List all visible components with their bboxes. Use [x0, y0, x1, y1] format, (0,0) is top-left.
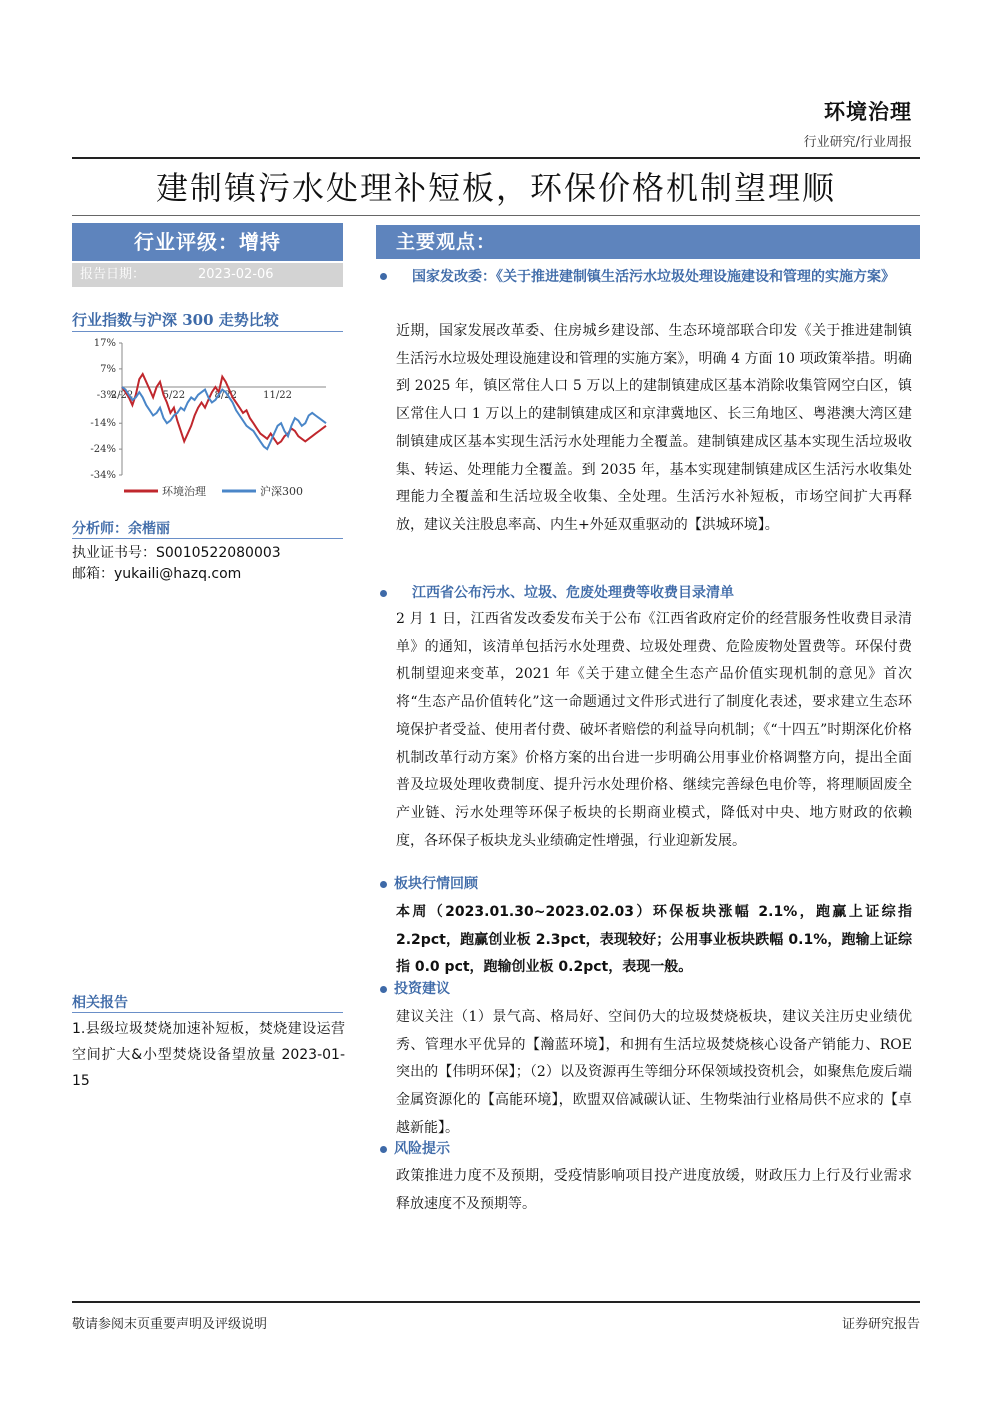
- section-text-investment: 建议关注（1）景气高、格局好、空间仍大的垃圾焚烧板块，建议关注历史业绩优秀、管理水平优异的【瀚蓝环境】，和拥有生活垃圾焚烧核心设备产销能力、ROE 突出的【伟明环保】；（2）以及资源再生等细分环保领域投资机会，如聚焦危废后端金属资源化的【高能环境】，欧盟双倍减碳认证、生物柴油行业格局供不应求的【卓越新能】。: [396, 1009, 912, 1136]
- section-title-jiangxi: 江西省公布污水、垃圾、危废处理费等收费目录清单: [412, 585, 734, 601]
- section-text-risk: 政策推进力度不及预期，受疫情影响项目投产进度放缓，财政压力上行及行业需求释放速度不及预期等。: [396, 1168, 912, 1212]
- series-line-1: [122, 374, 326, 444]
- related-report-item[interactable]: 1.县级垃圾焚烧加速补短板，焚烧建设运营空间扩大&小型焚烧设备望放量 2023-01-15: [72, 1021, 345, 1089]
- y-tick-label: 17%: [93, 338, 116, 349]
- license-number: 执业证书号：S0010522080003: [72, 545, 281, 561]
- legend-label: 沪深300: [260, 485, 303, 498]
- main-points-header: [376, 225, 920, 259]
- section-text-jiangxi: 2 月 1 日，江西省发改委发布关于公布《江西省政府定价的经营服务性收费目录清单》的通知，该清单包括污水处理费、垃圾处理费、危险废物处置费等。环保付费机制望迎来变革，2021 年《关于建立健全生态产品价值实现机制的意见》首次将“生态产品价值转化”这一命题通过文件形式进行了制度化表述，要求建立生态环境保护者受益、使用者付费、破坏者赔偿的利益导向机制；《“十四五”时期深化价格机制改革行动方案》价格方案的出台进一步明确公用事业价格调整方向，提出全面普及垃圾处理收费制度、提升污水处理价格、继续完善绿色电价等，将理顺固废全产业链、污水处理等环保子板块的长期商业模式，降低对中央、地方财政的依赖度，各环保子板块龙头业绩确定性增强，行业迎新发展。: [396, 611, 912, 849]
- related-reports-label: 相关报告: [72, 995, 128, 1011]
- bullet-icon: [380, 881, 387, 888]
- bullet-icon: [380, 986, 387, 993]
- footer-report-type: 证券研究报告: [841, 1317, 920, 1332]
- related-divider: [72, 1012, 343, 1013]
- y-tick-label: -34%: [90, 470, 116, 481]
- analyst-label: 分析师：余楷丽: [72, 521, 170, 537]
- section-text-market-review: 本周（2023.01.30~2023.02.03）环保板块涨幅 2.1%，跑赢上证综指 2.2pct，跑赢创业板 2.3pct，表现较好；公用事业板块跌幅 0.1%，跑输上证综指 0.0 pct，跑输创业板 0.2pct，表现一般。: [396, 904, 912, 976]
- x-tick-label: 11/22: [263, 390, 293, 401]
- report-date-label: 报告日期：: [80, 267, 146, 282]
- report-date-value: 2023-02-06: [198, 267, 274, 282]
- sector-title: 环境治理: [824, 99, 912, 124]
- legend-label: 环境治理: [162, 485, 206, 498]
- x-tick-label: 2/22: [110, 390, 134, 401]
- index-comparison-chart: [72, 335, 343, 505]
- report-date-box: [72, 263, 343, 287]
- main-points-label: 主要观点：: [396, 231, 497, 253]
- section-text-ndrc: 近期，国家发展改革委、住房城乡建设部、生态环境部联合印发《关于推进建制镇生活污水垃圾处理设施建设和管理的实施方案》，明确 4 方面 10 项政策举措。明确到 2025 年，镇区常住人口 5 万以上的建制镇建成区基本消除收集管网空白区，镇区常住人口 1 万以上的建制镇建成区和京津冀地区、长三角地区、粤港澳大湾区建制镇建成区基本实现生活污水处理能力全覆盖。建制镇建成区基本实现生活垃圾收集、转运、处理能力全覆盖。到 2035 年，基本实现建制镇建成区生活污水收集处理能力全覆盖和生活垃圾全收集、全处理。生活污水补短板，市场空间扩大再释放，建议关注股息率高、内生+外延双重驱动的【洪城环境】。: [396, 323, 912, 533]
- footer-divider: [72, 1301, 920, 1303]
- footer-disclaimer: 敬请参阅末页重要声明及评级说明: [72, 1317, 268, 1332]
- y-tick-label: -24%: [90, 444, 116, 456]
- section-title-risk: 风险提示: [394, 1141, 450, 1157]
- section-title-ndrc: 国家发改委：《关于推进建制镇生活污水垃圾处理设施建设和管理的实施方案》: [412, 269, 895, 285]
- analyst-email: 邮箱：yukaili@hazq.com: [72, 566, 242, 582]
- industry-rating: 行业评级：增持: [72, 223, 343, 261]
- y-tick-label: -14%: [90, 418, 116, 430]
- chart-title-divider: [72, 331, 343, 332]
- section-title-market-review: 板块行情回顾: [394, 876, 478, 892]
- bullet-icon: [380, 590, 387, 597]
- top-divider: [72, 157, 920, 159]
- y-tick-label: 7%: [100, 363, 116, 375]
- title-divider: [72, 215, 920, 216]
- report-type: 行业研究/行业周报: [803, 135, 912, 150]
- chart-title: 行业指数与沪深 300 走势比较: [72, 311, 279, 329]
- section-title-investment: 投资建议: [394, 981, 450, 997]
- analyst-divider: [72, 538, 343, 539]
- bullet-icon: [380, 273, 387, 280]
- y-tick-label: -3%: [96, 389, 116, 401]
- x-tick-label: 5/22: [162, 390, 186, 401]
- page-title: 建制镇污水处理补短板，环保价格机制望理顺: [155, 169, 836, 207]
- bullet-icon: [380, 1146, 387, 1153]
- x-tick-label: 8/22: [214, 390, 237, 401]
